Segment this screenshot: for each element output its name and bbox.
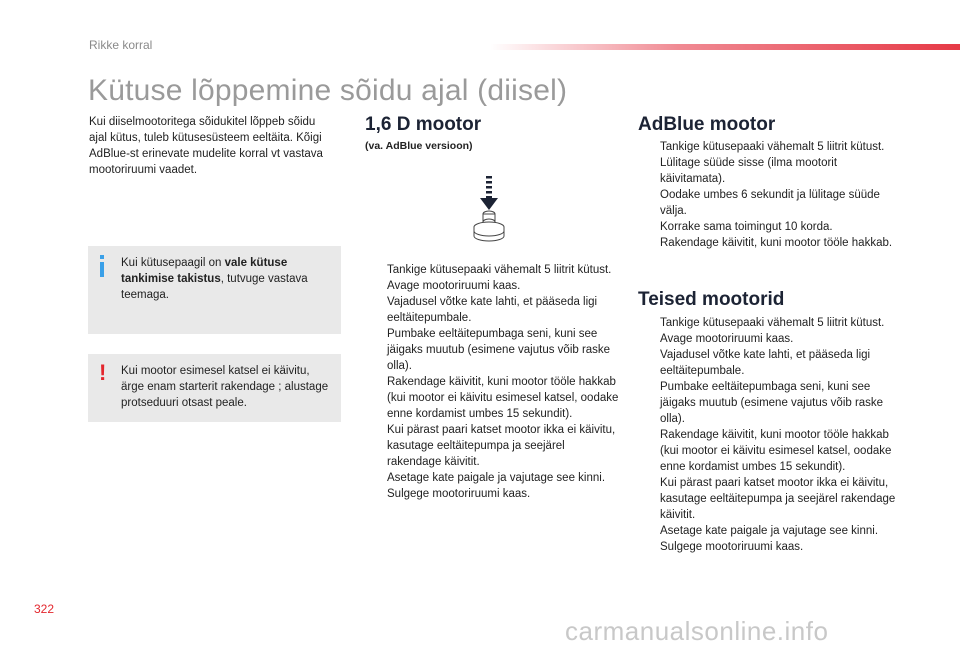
list-item xyxy=(638,155,898,187)
list-item xyxy=(365,470,620,486)
list-item xyxy=(638,315,898,331)
step-text: Rakendage käivitit, kuni mootor tööle hakkab (kui mootor ei käivitu esimesel katsel, oodake enne kordamist umbes 15 sekundit). xyxy=(387,376,619,420)
step-text: Sulgege mootoriruumi kaas. xyxy=(660,541,804,553)
steps-list-16d xyxy=(365,262,620,502)
list-item xyxy=(638,235,898,251)
warning-box-text: Kui mootor esimesel katsel ei käivitu, ärge enam starterit rakendage ; alustage protseduuri otsast peale. xyxy=(121,365,329,409)
list-item xyxy=(365,326,620,374)
list-item xyxy=(365,262,620,278)
step-text: Avage mootoriruumi kaas. xyxy=(387,280,521,292)
info-box xyxy=(88,246,341,334)
list-item xyxy=(365,486,620,502)
list-item xyxy=(638,347,898,379)
heading-16d: 1,6 D mootor xyxy=(365,114,482,135)
step-text: Pumbake eeltäitepumbaga seni, kuni see jäigaks muutub (esimene vajutus võib raske olla). xyxy=(387,328,611,372)
page-title: Kütuse lõppemine sõidu ajal (diisel) xyxy=(88,74,568,107)
list-item xyxy=(638,475,898,523)
info-text-suffix: , tutvuge vastava teemaga. xyxy=(121,273,308,301)
step-text: Asetage kate paigale ja vajutage see kinni. xyxy=(387,472,606,484)
list-item xyxy=(638,379,898,427)
section-label: Rikke korral xyxy=(89,38,153,52)
step-text: Rakendage käivitit, kuni mootor tööle hakkab (kui mootor ei käivitu esimesel katsel, oodake enne kordamist umbes 15 sekundit). xyxy=(660,429,892,473)
steps-list-other-engines xyxy=(638,315,898,555)
warning-icon: ! xyxy=(99,360,107,385)
warning-box xyxy=(88,354,341,422)
step-text: Oodake umbes 6 sekundit ja lülitage süüde välja. xyxy=(660,189,880,217)
primer-pump-icon xyxy=(470,174,510,246)
step-text: Kui pärast paari katset mootor ikka ei käivitu, kasutage eeltäitepumpa ja seejärel rakendage käivitit. xyxy=(660,477,896,521)
step-text: Avage mootoriruumi kaas. xyxy=(660,333,794,345)
list-item xyxy=(365,422,620,470)
list-item xyxy=(638,139,898,155)
step-text: Asetage kate paigale ja vajutage see kinni. xyxy=(660,525,879,537)
list-item xyxy=(365,278,620,294)
heading-other-engines: Teised mootorid xyxy=(638,289,785,310)
step-text: Lülitage süüde sisse (ilma mootorit käivitamata). xyxy=(660,157,838,185)
step-text: Vajadusel võtke kate lahti, et pääseda ligi eeltäitepumbale. xyxy=(387,296,598,324)
step-text: Sulgege mootoriruumi kaas. xyxy=(387,488,531,500)
header-accent-bar xyxy=(490,44,960,50)
list-item xyxy=(638,427,898,475)
info-text-bold: vale kütuse tankimise takistus xyxy=(121,257,288,285)
list-item xyxy=(365,294,620,326)
page-number: 322 xyxy=(34,602,55,616)
step-text: Kui pärast paari katset mootor ikka ei käivitu, kasutage eeltäitepumpa ja seejärel rakendage käivitit. xyxy=(387,424,616,468)
step-text: Tankige kütusepaaki vähemalt 5 liitrit kütust. xyxy=(660,141,885,153)
steps-list-adblue xyxy=(638,139,898,251)
list-item xyxy=(638,523,898,539)
intro-paragraph: Kui diiselmootoritega sõidukitel lõppeb sõidu ajal kütus, tuleb kütusesüsteem eeltäita. Kõigi AdBlue-st erinevate mudelite korral vt vastava mootoriruumi vaadet. xyxy=(89,116,323,176)
list-item xyxy=(638,187,898,219)
info-icon xyxy=(100,255,104,277)
info-text-prefix: Kui kütusepaagil on xyxy=(121,257,225,269)
subheading-16d: (va. AdBlue versioon) xyxy=(365,140,473,152)
watermark: carmanualsonline.info xyxy=(565,616,829,646)
step-text: Vajadusel võtke kate lahti, et pääseda ligi eeltäitepumbale. xyxy=(660,349,871,377)
list-item xyxy=(638,331,898,347)
step-text: Tankige kütusepaaki vähemalt 5 liitrit kütust. xyxy=(387,264,612,276)
step-text: Korrake sama toimingut 10 korda. xyxy=(660,221,833,233)
list-item xyxy=(638,539,898,555)
step-text: Rakendage käivitit, kuni mootor tööle hakkab. xyxy=(660,237,893,249)
list-item xyxy=(638,219,898,235)
info-box-text xyxy=(121,255,333,303)
list-item xyxy=(365,374,620,422)
step-text: Tankige kütusepaaki vähemalt 5 liitrit kütust. xyxy=(660,317,885,329)
step-text: Pumbake eeltäitepumbaga seni, kuni see jäigaks muutub (esimene vajutus võib raske olla). xyxy=(660,381,884,425)
heading-adblue: AdBlue mootor xyxy=(638,114,776,135)
